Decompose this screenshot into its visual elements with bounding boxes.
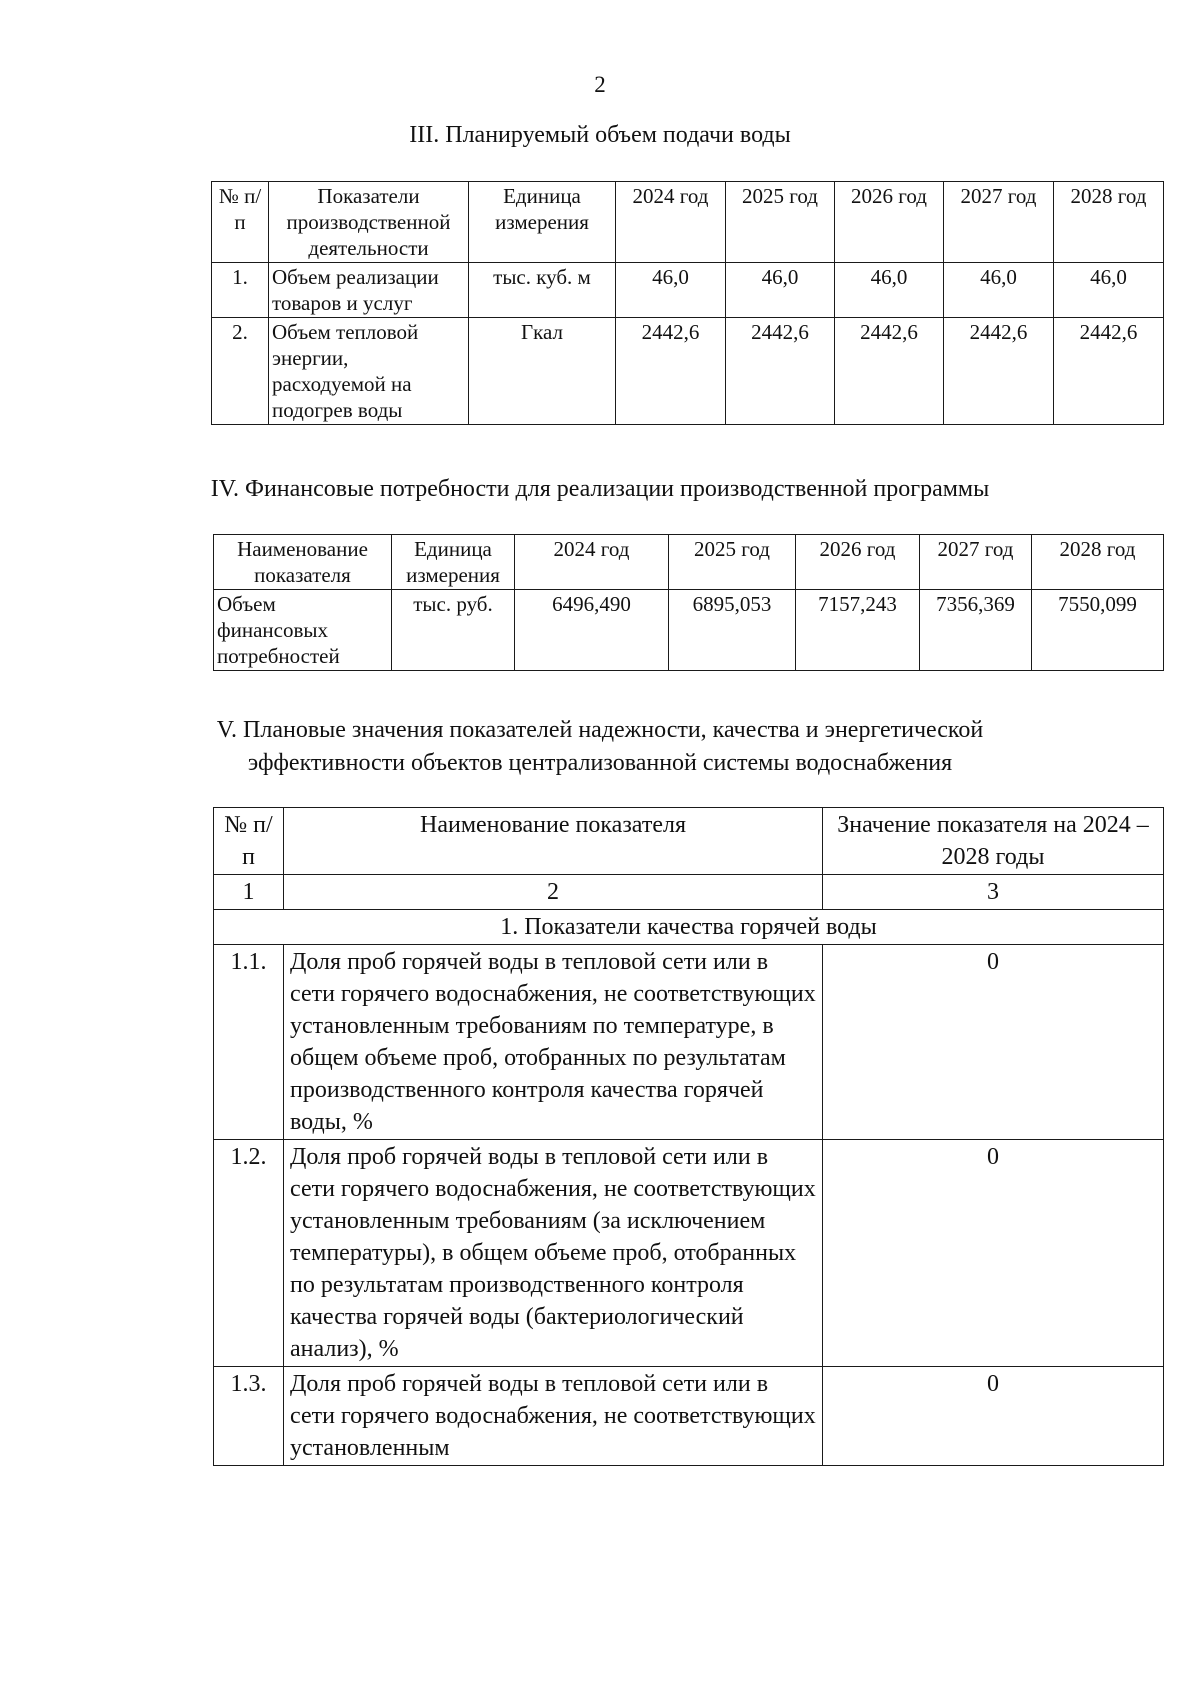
- row-name: Доля проб горячей воды в тепловой сети или в сети горячего водоснабжения, не соответствующих установленным требованиям (за исключением температуры), в общем объеме проб, отобранных по результатам производственного контроля качества горячей воды (бактериологический анализ), %: [284, 1140, 823, 1367]
- table-row: [214, 1367, 1164, 1466]
- column-number: 1: [214, 875, 284, 910]
- section5-title-line1: V. Плановые значения показателей надежности, качества и энергетической: [216, 717, 984, 743]
- section3-title: III. Планируемый объем подачи воды: [409, 122, 791, 148]
- header-cell: Единица измерения: [469, 182, 616, 263]
- table-row: [214, 945, 1164, 1140]
- row-value: 46,0: [1054, 263, 1164, 318]
- row-value: 2442,6: [944, 318, 1054, 425]
- header-cell: 2024 год: [515, 535, 669, 590]
- row-value: 46,0: [835, 263, 944, 318]
- row-number: 1.3.: [214, 1367, 284, 1466]
- row-value: 0: [823, 945, 1164, 1140]
- table-header-row: [212, 182, 1164, 263]
- water-supply-table: [211, 181, 1164, 425]
- header-cell: 2025 год: [726, 182, 835, 263]
- row-unit: Гкал: [469, 318, 616, 425]
- row-unit: тыс. руб.: [392, 590, 515, 671]
- row-value: 6496,490: [515, 590, 669, 671]
- header-cell: 2027 год: [944, 182, 1054, 263]
- table-row: [212, 263, 1164, 318]
- header-cell: 2027 год: [920, 535, 1032, 590]
- table-row: [212, 318, 1164, 425]
- table-row: [214, 1140, 1164, 1367]
- row-value: 2442,6: [616, 318, 726, 425]
- header-cell: 2024 год: [616, 182, 726, 263]
- header-cell: № п/п: [214, 808, 284, 875]
- row-number: 1.: [212, 263, 269, 318]
- section5-title-line2: эффективности объектов централизованной системы водоснабжения: [247, 750, 953, 776]
- header-cell: 2028 год: [1032, 535, 1164, 590]
- row-value: 7550,099: [1032, 590, 1164, 671]
- row-value: 0: [823, 1367, 1164, 1466]
- header-cell: Значение показателя на 2024 – 2028 годы: [823, 808, 1164, 875]
- row-name: Объем реализации товаров и услуг: [269, 263, 469, 318]
- row-name: Доля проб горячей воды в тепловой сети или в сети горячего водоснабжения, не соответствующих установленным требованиям по температуре, в общем объеме проб, отобранных по результатам производственного контроля качества горячей воды, %: [284, 945, 823, 1140]
- row-value: 7356,369: [920, 590, 1032, 671]
- row-value: 2442,6: [726, 318, 835, 425]
- row-name: Объем финансовых потребностей: [214, 590, 392, 671]
- row-value: 2442,6: [835, 318, 944, 425]
- table-row: [214, 590, 1164, 671]
- header-cell: Наименование показателя: [284, 808, 823, 875]
- row-value: 46,0: [726, 263, 835, 318]
- row-value: 0: [823, 1140, 1164, 1367]
- header-cell: Показатели производственной деятельности: [269, 182, 469, 263]
- header-cell: Наименование показателя: [214, 535, 392, 590]
- header-cell: 2025 год: [669, 535, 796, 590]
- row-value: 6895,053: [669, 590, 796, 671]
- reliability-indicators-table: [213, 807, 1164, 1466]
- table-header-row: [214, 535, 1164, 590]
- row-value: 7157,243: [796, 590, 920, 671]
- column-number: 2: [284, 875, 823, 910]
- row-name: Объем тепловой энергии, расходуемой на подогрев воды: [269, 318, 469, 425]
- header-cell: 2026 год: [796, 535, 920, 590]
- header-cell: 2026 год: [835, 182, 944, 263]
- row-value: 46,0: [944, 263, 1054, 318]
- header-cell: Единица измерения: [392, 535, 515, 590]
- header-cell: 2028 год: [1054, 182, 1164, 263]
- group-row: [214, 910, 1164, 945]
- financial-needs-table: [213, 534, 1164, 671]
- page-number: 2: [594, 72, 606, 97]
- header-cell: № п/п: [212, 182, 269, 263]
- table-header-row: [214, 808, 1164, 875]
- group-title: 1. Показатели качества горячей воды: [214, 910, 1164, 945]
- row-number: 2.: [212, 318, 269, 425]
- column-number: 3: [823, 875, 1164, 910]
- row-name: Доля проб горячей воды в тепловой сети или в сети горячего водоснабжения, не соответствующих установленным: [284, 1367, 823, 1466]
- section4-title: IV. Финансовые потребности для реализации производственной программы: [210, 476, 990, 502]
- row-number: 1.1.: [214, 945, 284, 1140]
- column-numbers-row: [214, 875, 1164, 910]
- row-value: 2442,6: [1054, 318, 1164, 425]
- row-number: 1.2.: [214, 1140, 284, 1367]
- row-value: 46,0: [616, 263, 726, 318]
- row-unit: тыс. куб. м: [469, 263, 616, 318]
